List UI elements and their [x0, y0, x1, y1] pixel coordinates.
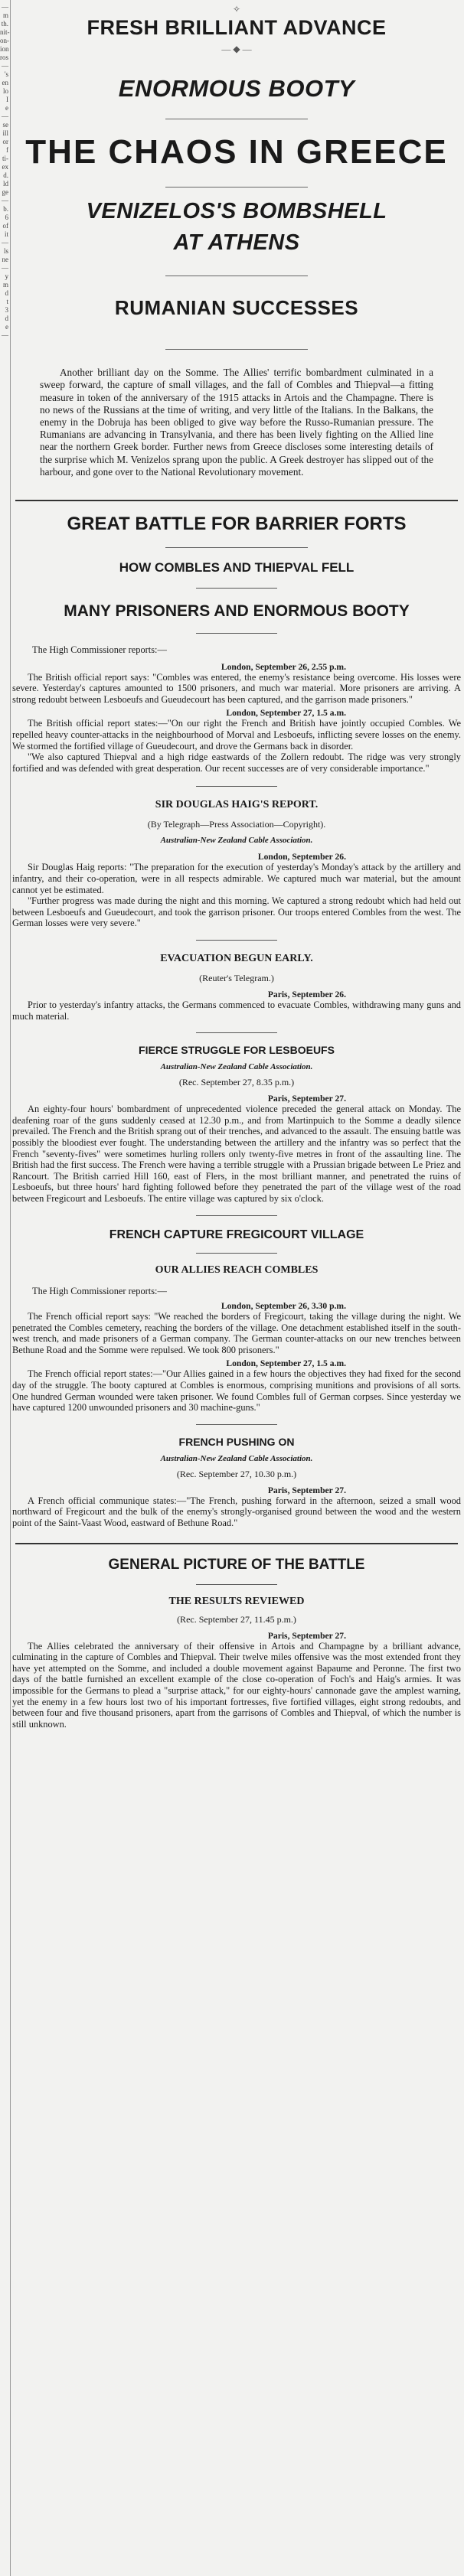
source-line: (Reuter's Telegram.) [199, 972, 274, 983]
dateline: Paris, September 26. [267, 989, 346, 999]
report-paragraph: Prior to yesterday's infantry attacks, the Germans commenced to evacuate Combles, withdrawing many guns and much material. [12, 999, 461, 1022]
strip-fragment: ion [0, 45, 9, 53]
report-paragraph: "Further progress was made during the night and this morning. We captured a strong redoubt which had held out between Lesboeufs and Gueudecourt, and took the garrison prisoner. Our troops entered Combles from the west. The German losses were very severe." [12, 895, 461, 929]
section-title-fregicourt: FRENCH CAPTURE FREGICOURT VILLAGE [109, 1228, 364, 1241]
strip-fragment: it [4, 230, 8, 238]
section-title-general-picture: GENERAL PICTURE OF THE BATTLE [108, 1556, 365, 1573]
section-title-french-pushing: FRENCH PUSHING ON [178, 1435, 295, 1448]
dateline: London, September 26. [257, 852, 346, 862]
strip-fragment: ld [2, 180, 8, 187]
ornament: ✧ [232, 4, 241, 15]
report-paragraph: The British official report says: "Combles was entered, the enemy's resistance being overcome. His losses were severe. Yesterday's captures amounted to 1500 prisoners, and much war material. More prisoners are arriving. A strong redoubt between Lesboeufs and Gueudecourt has been captured, and the garrison made prisoners." [12, 671, 461, 705]
strip-fragment: ros [0, 54, 8, 61]
strip-fragment: e [5, 104, 8, 112]
report-paragraph: An eighty-four hours' bombardment of unprecedented violence preceded the general attack on Monday. The deafening roar of the guns suddenly ceased at 12.30 p.m., and from Martinpuich to the Somme a deadly silence prevailed. The French and the British sprang out of their trenches, and advanced to the assault. The ensuing battle was possibly the bloodiest ever fought. The understanding between the artillery and the infantry was so perfect that the French "seventy-fives" were sometimes hurling rollers only twenty-five metres in front of the assaulting line. The British had the first success. The French were having a terrible struggle with a Prussian brigade between Le Priez and Rancourt. The British carried Hill 160, east of Flers, in the most brilliant manner, and penetrated the ruins of Lesboeufs, but three hours' hard fighting followed before they penetrated the part of the village west of the road between Fregicourt and Lesboeufs. The entire village was captured by six o'clock. [12, 1104, 461, 1204]
strip-fragment: of [2, 222, 8, 230]
strip-fragment: — [2, 3, 8, 11]
received-line: (Rec. September 27, 11.45 p.m.) [177, 1613, 296, 1625]
source-agency: Australian-New Zealand Cable Association. [160, 1062, 313, 1072]
strip-fragment: 3 [5, 306, 8, 314]
report-paragraph: "We also captured Thiepval and a high ridge eastwards of the Zollern redoubt. The ridge was very strongly fortified and was defended with great desperation. Our recent successes are of very considerable importance." [12, 752, 461, 774]
newspaper-page [12, 0, 461, 1730]
strip-fragment: nit- [0, 28, 10, 36]
high-commissioner-line: The High Commissioner reports:— [32, 1285, 167, 1296]
strip-fragment: — [2, 239, 8, 246]
strip-fragment: ill [2, 129, 8, 137]
dateline: London, September 26, 2.55 p.m. [221, 661, 346, 672]
source-agency: Australian-New Zealand Cable Association. [160, 1453, 313, 1463]
headline-venizelos: VENIZELOS'S BOMBSHELL [86, 199, 387, 224]
dateline: Paris, September 27. [267, 1630, 346, 1641]
section-sub-combles-thiepval: HOW COMBLES AND THIEPVAL FELL [119, 560, 355, 576]
strip-fragment: f [6, 146, 8, 154]
strip-fragment: on- [0, 37, 9, 44]
headline-fresh-advance: FRESH BRILLIANT ADVANCE [87, 16, 387, 39]
headline-athens: AT ATHENS [173, 230, 300, 255]
strip-fragment: — [2, 197, 8, 204]
strip-fragment: ls [3, 247, 8, 255]
dateline: London, September 27, 1.5 a.m. [226, 708, 346, 719]
strip-fragment: en [2, 79, 8, 86]
strip-fragment: th. [1, 20, 8, 28]
report-paragraph: The Allies celebrated the anniversary of their offensive in Artois and Champagne by a brilliant advance, culminating in the capture of Combles and Thiepval. Their twelve miles offensive was the most extended front they have yet attempted on the Somme, and included a double movement against Bapaume and Peronne. The first two days of the battle furnished an excellent example of the close co-operation of Foch's and Haig's armies. It was impossible for the Germans to plead a "surprise attack," for our eighty-hours' cannonade gave the amplest warning, yet the enemy in a few hours lost two of his important fortresses, five fortified villages, eight strong redoubts, and between four and five thousand prisoners, apart from the garrisons of Combles and Thiepval, of which the number is still unknown. [12, 1640, 461, 1730]
report-paragraph: Sir Douglas Haig reports: "The preparation for the execution of yesterday's Monday's attack by the artillery and infantry, and their co-operation, were in all respects admirable. We captured much war material, but the amount cannot yet be estimated. [12, 862, 461, 895]
section-sub-results: THE RESULTS REVIEWED [168, 1595, 305, 1607]
report-paragraph: A French official communique states:—"The French, pushing forward in the afternoon, seized a small wood northward of Fregicourt and the bulk of the enemy's strongly-organised ground between the wood and the western point of the Saint-Vaast Wood, eastward of Bethune Road." [12, 1495, 461, 1529]
strip-fragment: — [2, 112, 8, 120]
strip-fragment: I [6, 96, 8, 103]
strip-fragment: or [2, 138, 8, 145]
high-commissioner-line: The High Commissioner reports:— [32, 644, 167, 656]
strip-fragment: se [2, 121, 8, 129]
strip-fragment: ge [2, 188, 8, 196]
section-title-barrier-forts: GREAT BATTLE FOR BARRIER FORTS [67, 514, 407, 535]
adjacent-column-strip [0, 0, 11, 2576]
strip-fragment: b. [3, 205, 8, 213]
strip-fragment: m [2, 281, 8, 289]
strip-fragment: — [2, 62, 8, 70]
strip-fragment: e [5, 323, 8, 331]
strip-fragment: lo [2, 87, 8, 95]
section-sub-prisoners: MANY PRISONERS AND ENORMOUS BOOTY [64, 602, 410, 621]
report-paragraph: The British official report states:—"On our right the French and British have jointly occupied Combles. We repelled heavy counter-attacks in the neighbourhood of Morval and Lesboeufs, inflicting severe losses on the enemy. We stormed the fortified village of Gueudecourt, and drove the Germans back in disorder. [12, 718, 461, 752]
headline-rumanian: RUMANIAN SUCCESSES [114, 295, 359, 319]
intro-paragraph: Another brilliant day on the Somme. The Allies' terrific bombardment culminated in a sweep forward, the capture of small villages, and the fall of Combles and Thiepval—a fitting measure in token of the anniversary of the 1915 attacks in Artois and the Champagne. There is no news of the Russians at the time of writing, and very little of the Italians. In the Balkans, the enemy in the Dobruja has been obliged to give way before the Russo-Rumanian pressure. The Rumanians are advancing in Transylvania, and there has been lively fighting on the Allied line near the northern Greek border. Further news from Greece discloses some interesting details of the surprise which M. Venizelos sprang upon the public. A Greek destroyer has slipped out of the harbour, and gone over to the National Revolutionary movement. [40, 367, 433, 478]
strip-fragment: 6 [5, 214, 8, 221]
source-line: (By Telegraph—Press Association—Copyright). [147, 819, 326, 830]
ornament: — ◆ — [221, 44, 252, 55]
strip-fragment: d. [3, 171, 8, 179]
section-title-haig: SIR DOUGLAS HAIG'S REPORT. [155, 799, 319, 811]
section-title-lesboeufs: FIERCE STRUGGLE FOR LESBOEUFS [139, 1044, 335, 1057]
received-line: (Rec. September 27, 10.30 p.m.) [176, 1468, 297, 1479]
section-title-evacuation: EVACUATION BEGUN EARLY. [160, 952, 313, 964]
strip-fragment: d [5, 289, 8, 297]
report-paragraph: The French official report states:—"Our Allies gained in a few hours the objectives they had fixed for the second day of the struggle. The booty captured at Combles is enormous, comprising munitions and provisions of all sorts. One hundred German wounded were taken prisoner. We found Combles full of German corpses. Since yesterday we have captured 1200 unwounded prisoners and 30 machine-guns." [12, 1368, 461, 1414]
strip-fragment: m [2, 11, 8, 19]
headline-chaos-greece: THE CHAOS IN GREECE [25, 132, 448, 171]
strip-fragment: 's [4, 70, 8, 78]
section-sub-allies-combles: OUR ALLIES REACH COMBLES [155, 1264, 319, 1276]
report-paragraph: The French official report says: "We reached the borders of Fregicourt, taking the village during the night. We penetrated the Combles cemetery, reaching the borders of the village. One detachment established itself in the south-west trench, and made prisoners of a German company. The German counter-attacks on our new trenches between Bethune Road and the Somme were repulsed. We took 800 prisoners." [12, 1311, 461, 1355]
strip-fragment: d [5, 315, 8, 322]
received-line: (Rec. September 27, 8.35 p.m.) [178, 1077, 295, 1088]
headline-enormous-booty: ENORMOUS BOOTY [118, 75, 355, 103]
strip-fragment: y [5, 272, 8, 280]
dateline: Paris, September 27. [267, 1094, 346, 1104]
source-agency: Australian-New Zealand Cable Association. [160, 836, 313, 846]
dateline: London, September 27, 1.5 a.m. [226, 1358, 346, 1369]
strip-fragment: ne [2, 256, 8, 263]
strip-fragment: ti- [2, 155, 8, 162]
dateline: Paris, September 27. [267, 1485, 346, 1495]
strip-fragment: t [6, 298, 8, 305]
strip-fragment: ex [2, 163, 8, 171]
dateline: London, September 26, 3.30 p.m. [221, 1301, 346, 1312]
strip-fragment: — [2, 331, 8, 339]
strip-fragment: — [2, 264, 8, 272]
